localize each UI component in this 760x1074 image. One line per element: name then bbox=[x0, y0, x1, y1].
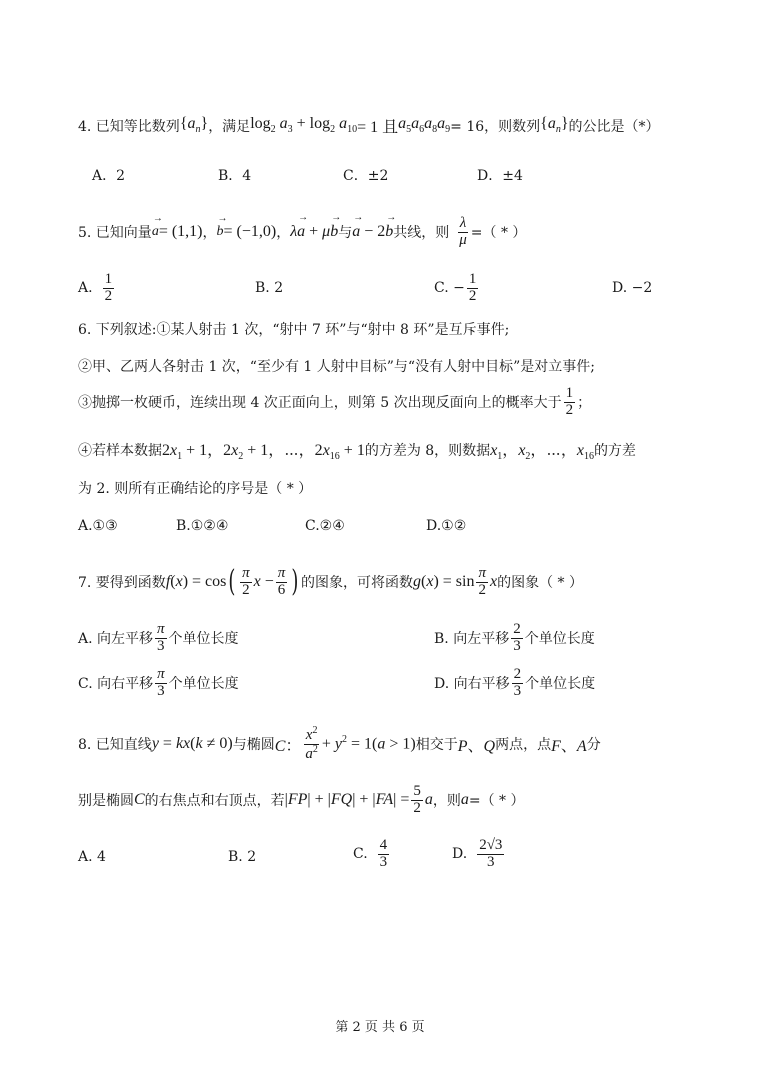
q5-vec-a: → a bbox=[152, 224, 159, 240]
q5-option-d: D. −2 bbox=[612, 280, 653, 296]
q7-stem: 7. 要得到函数 f(x) = cos ( $\frac{\pi}{2}$ x − $\frac{\pi}{6}$ ) 的图象，可将函数 g(x) = sin $\frac{\pi}{2}$ x 的图象（ * ） bbox=[78, 564, 583, 599]
q6-option-b: B.①②④ bbox=[176, 518, 229, 534]
q8-option-d: D. $\frac{2√3}{3}$ bbox=[452, 837, 503, 870]
q4-product: $a_5a_6a_8a_9$ bbox=[398, 115, 451, 136]
q7-option-a: A. 向左平移 $\frac{\pi}{3}$ 个单位长度 bbox=[78, 621, 239, 654]
q5-vec-b: → b bbox=[217, 224, 224, 240]
q5-combo1: λ→ a + μ→ b bbox=[290, 223, 338, 241]
q5-combo2: → a − 2→ b bbox=[352, 223, 393, 241]
q5-stem: 5. 已知向量 → a = (1,1) ， → b = (−1,0) ， λ→ a + μ→ b 与 → a − 2→ b 共线，则 $\frac{\lambda}{\mu}$ =（ * ） bbox=[78, 214, 526, 250]
q4-seq: $\{a_n\}$ bbox=[179, 115, 209, 136]
q6-sample-data: $2x_1 + 1$，$2x_2 + 1$，⋯，$2x_{16} + 1$ bbox=[162, 442, 365, 463]
q7-g: g(x) = sin bbox=[413, 573, 475, 590]
q8-line-eq: y = kx(k ≠ 0) bbox=[151, 735, 233, 752]
q5-option-a: A. $\frac{1}{2}$ bbox=[78, 271, 113, 304]
q8-stem: 8. 已知直线 y = kx(k ≠ 0) 与椭圆 C： $\frac{x^2}{a^2}$ + $y^2 = 1(a > 1)$ 相交于 P、Q 两点，点 F、A 分 bbox=[78, 724, 601, 762]
q8-condition: |FP| + |FQ| + |FA| = bbox=[284, 791, 410, 808]
q6-line2: ②甲、乙两人各射击 1 次，“至少有 1 人射中目标”与“没有人射中目标”是对立事件; bbox=[78, 359, 595, 375]
q6-line3: ③抛掷一枚硬币，连续出现 4 次正面向上，则第 5 次出现反面向上的概率大于 $\frac{1}{2}$ ； bbox=[78, 384, 592, 418]
q7-f: f(x) = cos bbox=[165, 573, 227, 590]
q7-option-b: B. 向左平移 $\frac{2}{3}$ 个单位长度 bbox=[434, 621, 595, 654]
q5-suffix: =（ * ） bbox=[470, 225, 527, 241]
q8-option-b: B. 2 bbox=[228, 849, 257, 865]
q5-option-b: B. 2 bbox=[255, 280, 284, 296]
q6-data-x: $x_1$，$x_2$，⋯，$x_{16}$ bbox=[490, 442, 594, 463]
q4-eq1: = 1 且 bbox=[357, 119, 399, 136]
q4-stem bbox=[78, 114, 660, 137]
q4-eq2: = 16，则数列 bbox=[450, 118, 541, 135]
q6-line1: 6. 下列叙述:①某人射击 1 次，“射中 7 环”与“射中 8 环”是互斥事件; bbox=[78, 322, 510, 338]
q5-a-val: = (1,1) bbox=[158, 223, 203, 240]
q4-mid1: ，满足 bbox=[208, 118, 251, 135]
q4-option-a: A．2 bbox=[92, 168, 126, 184]
q8-option-c: C. $\frac{4}{3}$ bbox=[353, 837, 388, 870]
q8-ellipse-eq: + $y^2 = 1(a > 1)$ bbox=[321, 734, 416, 753]
q4-suffix: 的公比是（*） bbox=[568, 118, 660, 135]
q4-option-c: C．±2 bbox=[343, 168, 389, 184]
q4-option-d: D．±4 bbox=[477, 168, 523, 184]
q8-option-a: A. 4 bbox=[78, 849, 106, 865]
q5-mid: 与 bbox=[338, 225, 353, 241]
q4-log-expr: $\log_2 a_3 + \log_2 a_{10}$ bbox=[250, 115, 358, 136]
q7-option-d: D. 向右平移 $\frac{2}{3}$ 个单位长度 bbox=[434, 666, 596, 699]
q6-line4: ④若样本数据 $2x_1 + 1$，$2x_2 + 1$，⋯，$2x_{16} + 1$ 的方差为 8，则数据 $x_1$，$x_2$，⋯，$x_{16}$ 的方差 bbox=[78, 437, 636, 462]
q4-seq2: $\{a_n\}$ bbox=[540, 115, 569, 136]
q5-option-c: C. − $\frac{1}{2}$ bbox=[434, 271, 477, 304]
q6-option-d: D.①② bbox=[426, 518, 467, 534]
q5-ratio: $\frac{\lambda}{\mu}$ bbox=[459, 214, 467, 248]
q4-option-b: B．4 bbox=[218, 168, 252, 184]
q7-option-c: C. 向右平移 $\frac{\pi}{3}$ 个单位长度 bbox=[78, 666, 239, 699]
q5-prefix: 5. 已知向量 bbox=[78, 225, 152, 241]
q6-option-a: A.①③ bbox=[78, 518, 118, 534]
q8-line2: 别是椭圆 C 的右焦点和右顶点，若 |FP| + |FQ| + |FA| = $\frac{5}{2}$ a ，则 a =（ * ） bbox=[78, 782, 525, 816]
page-footer: 第 2 页 共 6 页 bbox=[335, 1020, 425, 1035]
q5-collinear: 共线，则 bbox=[393, 225, 450, 241]
q5-b-val: = (−1,0) bbox=[223, 223, 277, 240]
q6-option-c: C.②④ bbox=[305, 518, 345, 534]
q6-line5: 为 2. 则所有正确结论的序号是（ * ） bbox=[78, 481, 313, 497]
q4-prefix: 4. 已知等比数列 bbox=[78, 118, 180, 135]
